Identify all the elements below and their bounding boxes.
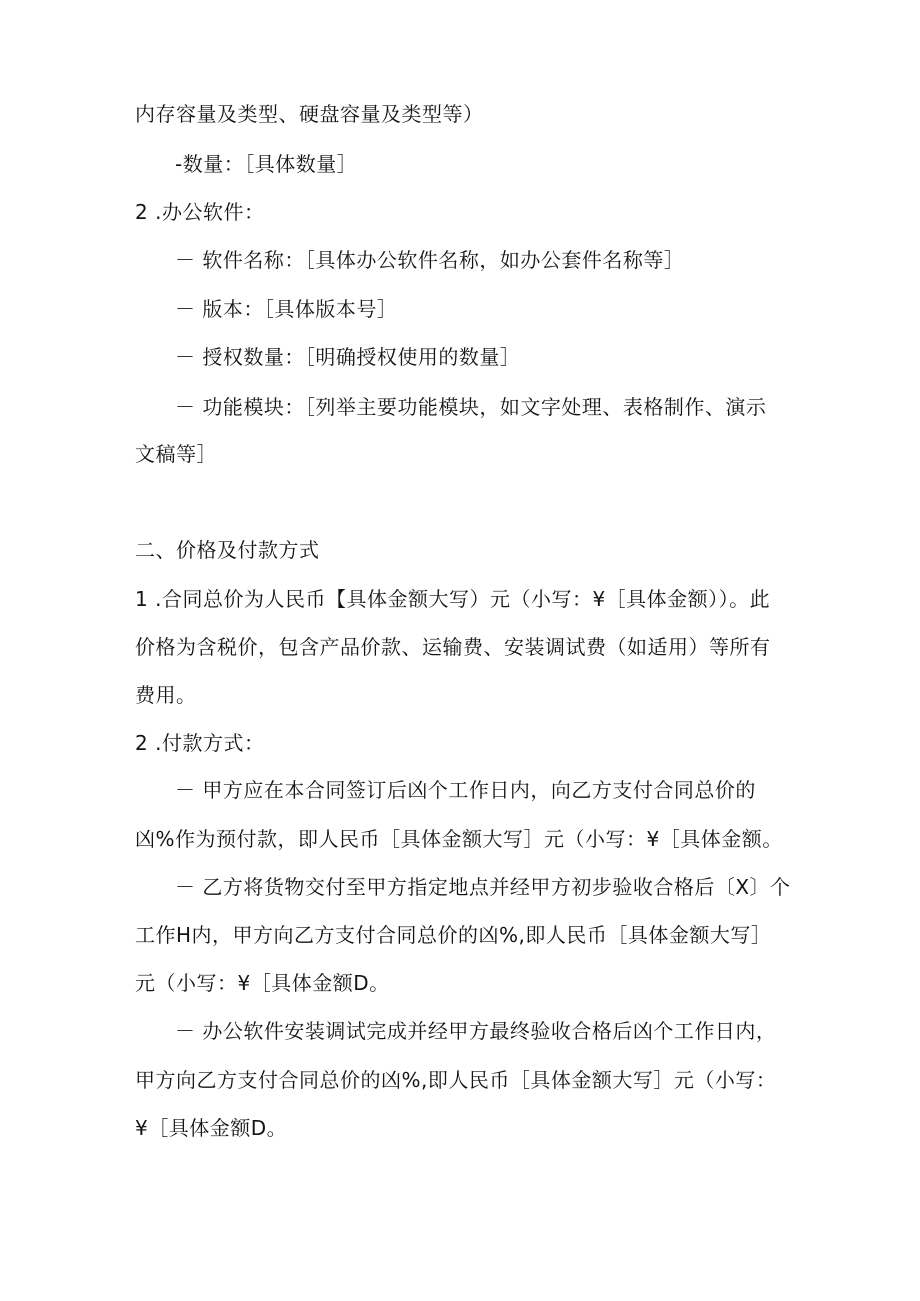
delivery-payment-line-1: － 乙方将货物交付至甲方指定地点并经甲方初步验收合格后〔X〕个 [175,875,791,899]
final-payment-line-3: ¥［具体金额D。 [135,1116,288,1140]
advance-payment-line-1: － 甲方应在本合同签订后凶个工作日内，向乙方支付合同总价的 [175,778,756,802]
total-price-paragraph-line-2: 价格为含税价，包含产品价款、运输费、安装调试费（如适用）等所有 [135,635,771,659]
delivery-payment-line-2: 工作H内，甲方向乙方支付合同总价的凶%,即人民币［具体金额大写］ [135,923,772,947]
total-price-paragraph-line-1: 1 .合同总价为人民币【具体金额大写）元（小写：¥［具体金额））。此 [135,587,771,611]
version-item: － 版本：［具体版本号］ [175,297,398,321]
delivery-payment-line-3: 元（小写：¥［具体金额D。 [135,971,390,995]
total-price-paragraph-line-3: 费用。 [135,683,197,707]
final-payment-line-2: 甲方向乙方支付合同总价的凶%,即人民币［具体金额大写］元（小写： [135,1068,777,1092]
advance-payment-line-2: 凶%作为预付款，即人民币［具体金额大写］元（小写：¥［具体金额。 [135,827,783,851]
license-quantity-item: － 授权数量：［明确授权使用的数量］ [175,345,521,369]
function-modules-item: － 功能模块：［列举主要功能模块，如文字处理、表格制作、演示 [175,395,767,419]
quantity-item: -数量：［具体数量］ [175,152,358,176]
software-name-item: － 软件名称：［具体办公软件名称，如办公套件名称等］ [175,248,685,272]
final-payment-line-1: － 办公软件安装调试完成并经甲方最终验收合格后凶个工作日内， [175,1019,777,1043]
function-modules-continuation: 文稿等］ [135,442,217,466]
section-item-office-software: 2 .办公软件： [135,200,265,224]
payment-method-heading: 2 .付款方式： [135,731,265,755]
spec-continuation-line: 内存容量及类型、硬盘容量及类型等） [135,102,484,126]
section-heading-price-payment: 二、价格及付款方式 [135,538,320,562]
